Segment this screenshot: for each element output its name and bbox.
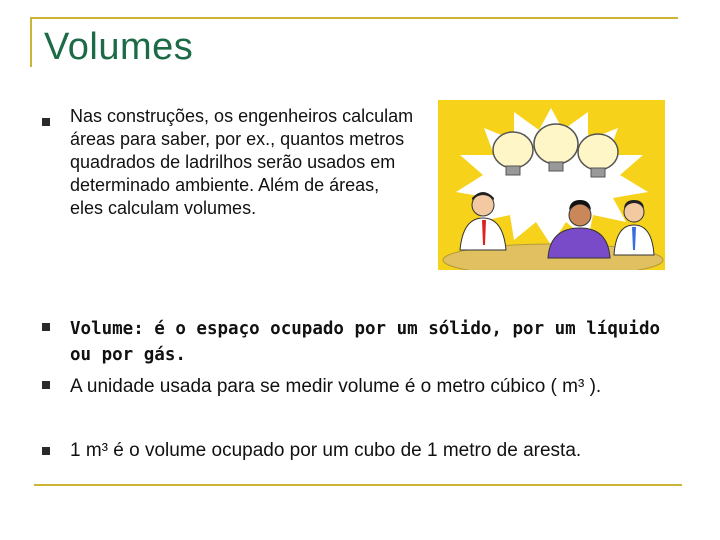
left-rule	[30, 17, 32, 67]
bullet-icon	[42, 118, 50, 126]
bullet-icon	[42, 381, 50, 389]
bullet-text-4: 1 m³ é o volume ocupado por um cubo de 1 metro de aresta.	[70, 440, 582, 461]
bullet-text-2: Volume: é o espaço ocupado por um sólido, por um líquido ou por gás.	[70, 319, 661, 365]
bottom-rule	[34, 484, 682, 486]
bullet-text-1: Nas construções, os engenheiros calculam áreas para saber, por ex., quantos metros quadrados de ladrilhos serão usados em determinado ambiente. Além de áreas, eles calculam volumes.	[70, 106, 414, 218]
bullet-text-3: A unidade usada para se medir volume é o metro cúbico ( m³ ).	[70, 376, 602, 397]
slide-title: Volumes	[44, 26, 194, 68]
people-with-lightbulbs-clipart-icon	[438, 100, 665, 270]
bullet-icon	[42, 447, 50, 455]
top-rule	[30, 17, 678, 19]
bullet-icon	[42, 323, 50, 331]
